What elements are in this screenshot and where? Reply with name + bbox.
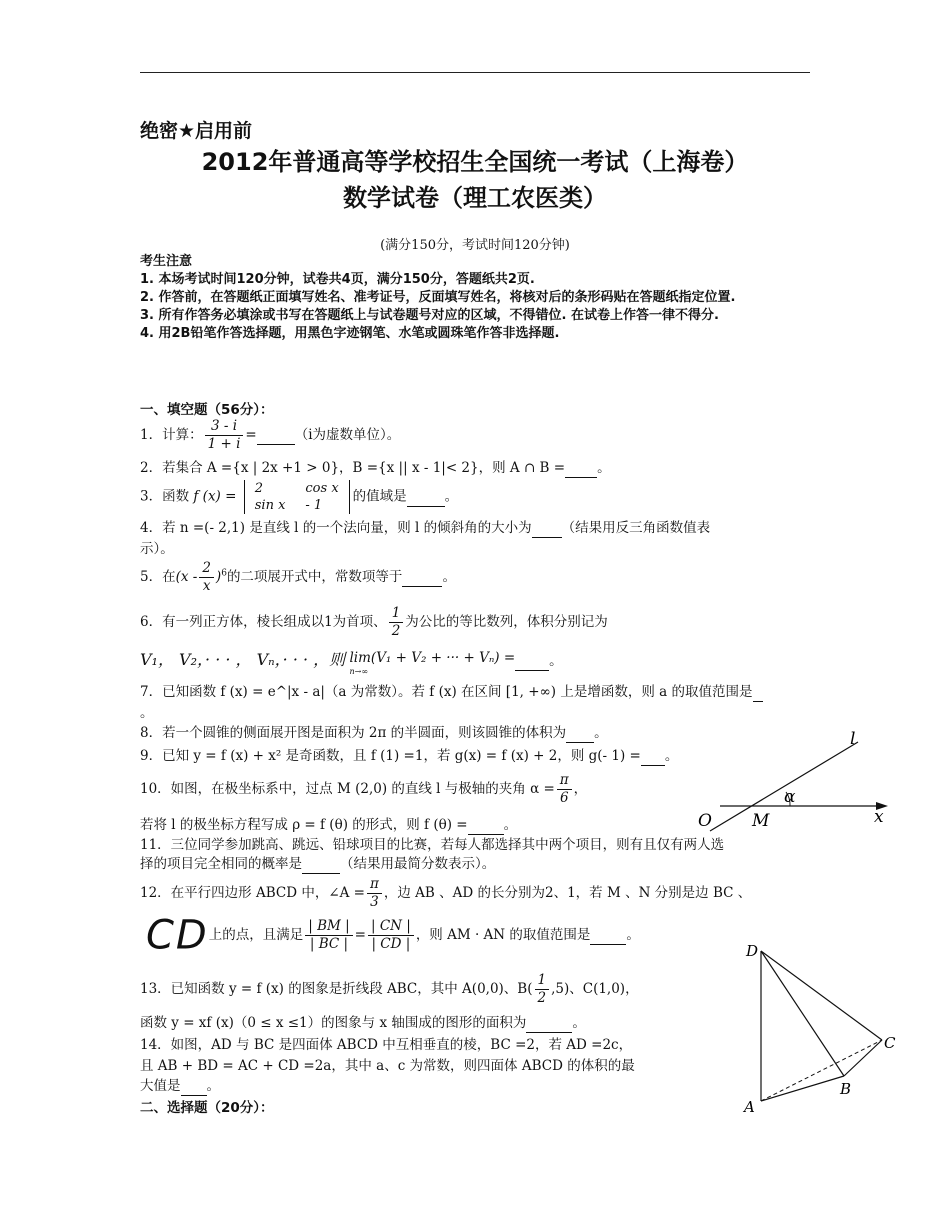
answer-blank [753,683,763,702]
label-C: C [884,1034,896,1052]
answer-blank [590,926,626,945]
label-l: l [850,729,856,749]
answer-blank [407,488,445,507]
question-4: 4．若 n =(- 2,1) 是直线 l 的一个法向量，则 l 的倾斜角的大小为 （结果用反三角函数值表 [140,520,711,536]
label-alpha: α [784,787,796,807]
question-11-cont: 择的项目完全相同的概率是 （结果用最简分数表示）。 [140,856,496,872]
answer-blank [468,816,504,835]
exam-title: 2012年普通高等学校招生全国统一考试（上海卷） [201,148,749,176]
label-D: D [746,942,759,960]
edge-AC-hidden [761,1040,882,1101]
note-item: 1. 本场考试时间120分钟，试卷共4页，满分150分，答题纸共2页. [140,272,535,287]
note-item: 4. 用2B铅笔作答选择题，用黑色字迹钢笔、水笔或圆珠笔作答非选择题. [140,326,560,341]
notes-heading: 考生注意 [140,254,193,269]
answer-blank [181,1077,207,1096]
determinant: 2 cos x sin x - 1 [244,480,350,514]
label-O: O [698,811,712,831]
label-B: B [840,1080,852,1098]
fraction: $\frac{1}{2}$ [389,605,404,640]
candidate-notes [140,253,812,343]
question-13-cont: 函数 y = xf (x)（0 ≤ x ≤1）的图象与 x 轴围成的图形的面积为 。 [140,1015,586,1031]
answer-blank [257,426,295,445]
question-10-cont: 若将 l 的极坐标方程写成 ρ = f (θ) 的形式，则 f (θ) = 。 [140,817,518,833]
score-time: (满分150分，考试时间120分钟) [380,238,570,253]
tetrahedron-figure [736,936,906,1116]
question-4-cont: 示）。 [140,541,174,557]
question-6: 6．有一列正方体，棱长组成以1为首项、 $\frac{1}{2}$ 为公比的等比数列，体积分别记为 [140,605,608,639]
question-11: 11．三位同学参加跳高、跳远、铅球项目的比赛，若每人都选择其中两个项目，则有且仅有两人选 [140,837,725,853]
question-13: 13．已知函数 y = f (x) 的图象是折线段 ABC，其中 A(0,0)、B( $\frac{1}{2}$ ,5)、C(1,0)， [140,972,639,1006]
question-7-cont: 。 [140,705,154,721]
fraction: $\frac{| CN |}{| CD |}$ [368,918,414,953]
answer-blank [515,652,549,671]
fraction: $\frac{\pi}{6}$ [557,772,572,807]
edge-DB [761,951,844,1076]
exam-subtitle: 数学试卷（理工农医类） [343,184,607,212]
edge-DC [761,951,882,1040]
note-item: 3. 所有作答务必填涂或书写在答题纸上与试卷题号对应的区域，不得错位. 在试卷上作答一律不得分. [140,308,719,323]
answer-blank [402,568,442,587]
answer-blank [565,459,597,478]
fraction: $\frac{\pi}{3}$ [367,876,382,911]
confidential-label: 绝密★启用前 [140,120,253,142]
question-12-cont: CD上的点，且满足 $\frac{| BM |}{| BC |}$ = $\frac{| CN |}{| CD |}$ ，则 AM · AN 的取值范围是 。 [146,912,640,959]
answer-blank [532,519,562,538]
question-8: 8．若一个圆锥的侧面展开图是面积为 2π 的半圆面，则该圆锥的体积为 。 [140,725,608,741]
edge-AB [761,1076,844,1101]
header-rule [140,72,810,73]
fraction: $\frac{3 - i}{1 + i}$ [205,418,244,453]
question-10: 10．如图，在极坐标系中，过点 M (2,0) 的直线 l 与极轴的夹角 α = $\frac{\pi}{6}$ ， [140,772,588,806]
answer-blank [566,724,594,743]
label-x: x [874,807,884,827]
question-2: 2．若集合 A ={x | 2x +1 > 0}，B ={x || x - 1|< 2}，则 A ∩ B = 。 [140,460,611,476]
question-1: 1．计算： $\frac{3 - i}{1 + i}$ = （i为虚数单位）。 [140,418,401,452]
answer-blank [641,747,665,766]
question-5: 5．在(x - $\frac{2}{x}$ )$^6$的二项展开式中，常数项等于 。 [140,560,456,594]
question-9: 9．已知 y = f (x) + x² 是奇函数，且 f (1) =1，若 g(x) = f (x) + 2，则 g(- 1) = 。 [140,748,679,764]
question-14-cont2: 大值是 。 [140,1078,220,1094]
answer-blank [302,855,340,874]
section-multiple-choice: 二、选择题（20分）： [140,1100,274,1116]
section-fill-in: 一、填空题（56分）： [140,402,274,418]
question-14-cont: 且 AB + BD = AC + CD =2a，其中 a、c 为常数，则四面体 ABCD 的体积的最 [140,1058,635,1074]
polar-figure [690,728,900,833]
question-6-cont: V₁， V₂，· · · ， Vₙ，· · · ，则 lim(V₁ + V₂ + ··· + Vₙ) = n→∞ 。 [140,650,563,676]
fraction: $\frac{2}{x}$ [199,560,214,595]
fraction: $\frac{1}{2}$ [535,972,550,1007]
fraction: $\frac{| BM |}{| BC |}$ [305,918,352,953]
question-7: 7．已知函数 f (x) = e^|x - a|（a 为常数）。若 f (x) 在区间 [1, +∞) 上是增函数，则 a 的取值范围是 [140,683,763,702]
question-3: 3．函数 f (x) = 2 cos x sin x - 1的值域是 。 [140,481,459,513]
question-14: 14．如图，AD 与 BC 是四面体 ABCD 中互相垂直的棱，BC =2，若 AD =2c， [140,1037,633,1053]
edge-BC [844,1040,882,1076]
label-M: M [752,811,770,831]
answer-blank [526,1014,572,1033]
note-item: 2. 作答前，在答题纸正面填写姓名、准考证号，反面填写姓名，将核对后的条形码贴在答题纸指定位置. [140,290,736,305]
label-A: A [744,1098,755,1116]
question-12: 12．在平行四边形 ABCD 中，∠A = $\frac{\pi}{3}$ ，边 AB 、AD 的长分别为2、1，若 M 、N 分别是边 BC 、 [140,876,752,910]
